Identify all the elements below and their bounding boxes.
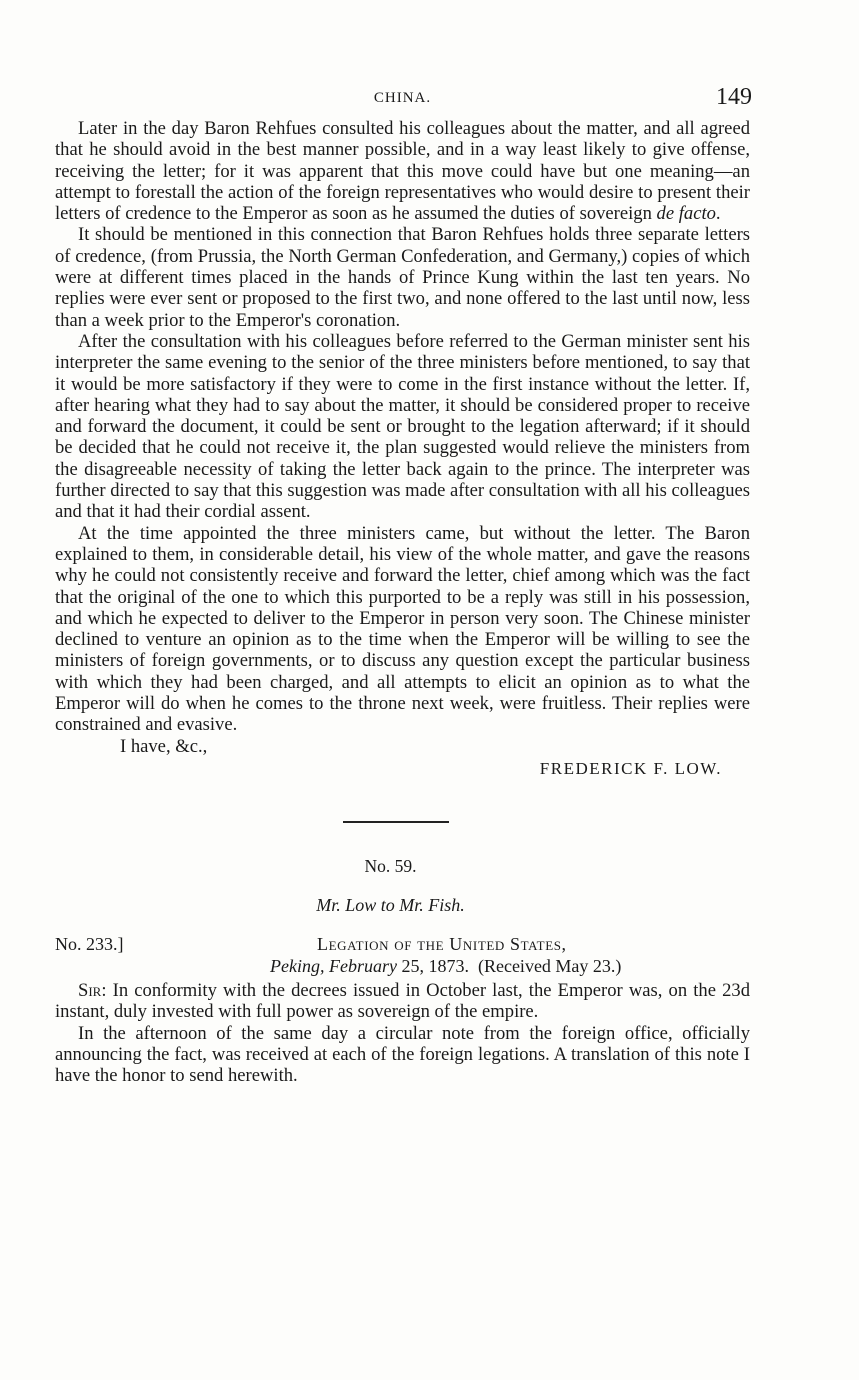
signature: FREDERICK F. LOW. xyxy=(539,758,722,778)
dateline-day-year: 25, 1873. xyxy=(401,955,469,976)
page-number: 149 xyxy=(716,84,752,110)
dateline xyxy=(270,956,621,977)
document-heading: Mr. Low to Mr. Fish. xyxy=(316,894,465,915)
paragraph-2: It should be mentioned in this connection that Baron Rehfues holds three separate letters of credence, (from Prussia, the North German Confederation, and Germany,) copies of which were at different times placed in the hands of Prince Kung within the last ten years. No replies were ever sent or proposed to the first two, and none offered to the last until now, less than a week prior to the Emperor's coronation. xyxy=(55,224,750,331)
letter-one-body xyxy=(55,118,750,781)
running-title: CHINA. xyxy=(373,90,432,106)
paragraph-1 xyxy=(55,118,750,224)
despatch-number: No. 233.] xyxy=(55,933,124,954)
letter-two-paragraph-1-text: In conformity with the decrees issued in October last, the Emperor was, on the 23d instant, duly invested with full power as sovereign of the empire. xyxy=(55,979,750,1023)
document-number: No. 59. xyxy=(364,855,417,876)
section-divider xyxy=(343,821,449,823)
paragraph-3: After the consultation with his colleagues before referred to the German minister sent his interpreter the same evening to the senior of the three ministers before mentioned, to say that it would be more satisfactory if they were to come in the first instance without the letter. If, after hearing what they had to say about the matter, it should be considered proper to receive and forward the document, it could be sent or brought to the legation afterward; if it should be decided that he could not receive it, the plan suggested would relieve the ministers from the disagreeable necessity of taking the letter back again to the prince. The interpreter was further directed to say that this suggestion was made after consultation with all his colleagues and that it had their cordial assent. xyxy=(55,330,751,523)
paragraph-4: At the time appointed the three ministers came, but without the letter. The Baron explained to them, in considerable detail, his view of the whole matter, and gave the reasons why he could not consistently receive and forward the letter, chief among which was the fact that the original of the one to which this purported to be a reply was still in his possession, and which he expected to deliver to the Emperor in person very soon. The Chinese minister declined to venture an opinion as to the time when the Emperor will be willing to see the ministers of foreign governments, or to discuss any question except the particular business with which they had been charged, and all attempts to elicit an opinion as to what the Emperor will do when he comes to the throne next week, were fruitless. Their replies were constrained and evasive. xyxy=(55,522,750,736)
paragraph-1-text: Later in the day Baron Rehfues consulted his colleagues about the matter, and all agreed that he should avoid in the best manner possible, and in a way least likely to give offense, receiving the letter; for it was apparent that this move could have but one meaning—an attempt to forestall the action of the foreign representatives who would desire to present their letters of credence to the Emperor as soon as he assumed the duties of sovereign xyxy=(55,118,750,225)
document-page xyxy=(55,0,750,1086)
letter-two-body xyxy=(55,980,750,1086)
page-header xyxy=(55,0,750,118)
despatch-meta xyxy=(55,934,750,978)
dateline-place: Peking, xyxy=(270,955,325,976)
closing-line: I have, &c., xyxy=(120,735,208,757)
salutation-colon: : xyxy=(101,979,113,1001)
paragraph-1-italic: de facto xyxy=(656,203,716,225)
salutation: Sir xyxy=(78,979,102,1001)
letter-two-paragraph-2: In the afternoon of the same day a circular note from the foreign office, officially announcing the fact, was received at each of the foreign legations. A translation of this note I have the honor to send herewith. xyxy=(55,1022,750,1087)
received-date: (Received May 23.) xyxy=(477,955,622,976)
legation-line: Legation of the United States, xyxy=(317,933,567,954)
dateline-month: February xyxy=(328,955,397,976)
letter-two-paragraph-1 xyxy=(55,980,750,1023)
paragraph-1-tail: . xyxy=(715,203,721,225)
